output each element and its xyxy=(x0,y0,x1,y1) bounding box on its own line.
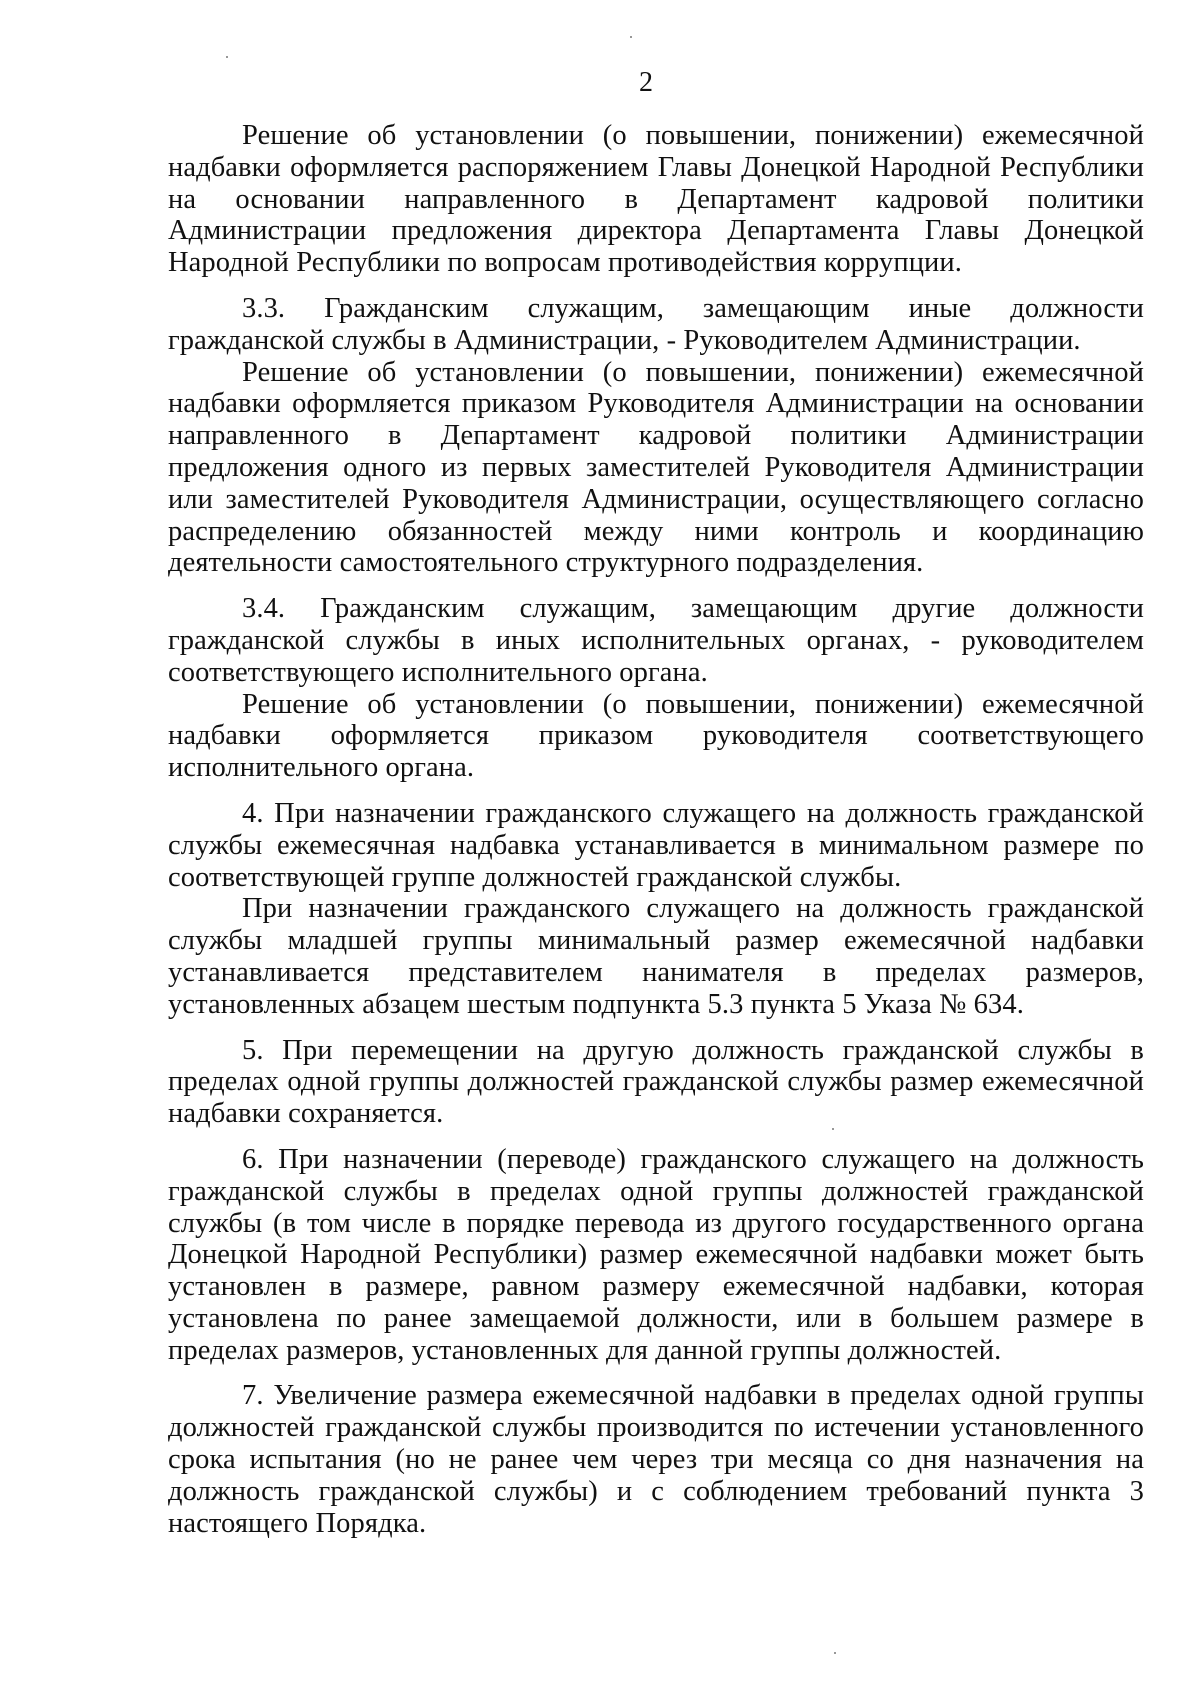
paragraph: 4. При назначении гражданского служащего на должность гражданской службы ежемесячная надбавка устанавливается в минимальном размере по соответствующей группе должностей гражданской службы. xyxy=(168,797,1144,893)
document-body xyxy=(168,120,1144,1539)
paragraph: Решение об установлении (о повышении, понижении) ежемесячной надбавки оформляется распоряжением Главы Донецкой Народной Республики на основании направленного в Департамент кадровой политики Администрации предложения директора Департамента Главы Донецкой Народной Республики по вопросам противодействия коррупции. xyxy=(168,120,1144,279)
paragraph: Решение об установлении (о повышении, понижении) ежемесячной надбавки оформляется приказом руководителя соответствующего исполнительного органа. xyxy=(168,688,1144,784)
scan-speck xyxy=(630,36,632,38)
page-number: 2 xyxy=(639,67,653,98)
paragraph: 7. Увеличение размера ежемесячной надбавки в пределах одной группы должностей гражданской службы производится по истечении установленного срока испытания (но не ранее чем через три месяца со дня назначения на должность гражданской службы) и с соблюдением требований пункта 3 настоящего Порядка. xyxy=(168,1380,1144,1539)
paragraph: При назначении гражданского служащего на должность гражданской службы младшей группы минимальный размер ежемесячной надбавки устанавливается представителем нанимателя в пределах размеров, установленных абзацем шестым подпункта 5.3 пункта 5 Указа № 634. xyxy=(168,893,1144,1020)
paragraph: 6. При назначении (переводе) гражданского служащего на должность гражданской службы в пределах одной группы должностей гражданской службы (в том числе в порядке перевода из другого государственного органа Донецкой Народной Республики) размер ежемесячной надбавки может быть установлен в размере, равном размеру ежемесячной надбавки, которая установлена по ранее замещаемой должности, или в большем размере в пределах размеров, установленных для данной группы должностей. xyxy=(168,1143,1144,1366)
paragraph: 3.4. Гражданским служащим, замещающим другие должности гражданской службы в иных исполнительных органах, - руководителем соответствующего исполнительного органа. xyxy=(168,593,1144,688)
paragraph: 3.3. Гражданским служащим, замещающим иные должности гражданской службы в Администрации, - Руководителем Администрации. xyxy=(168,292,1144,356)
scan-speck xyxy=(834,1652,836,1654)
paragraph: 5. При перемещении на другую должность гражданской службы в пределах одной группы должностей гражданской службы размер ежемесячной надбавки сохраняется. xyxy=(168,1034,1144,1130)
paragraph: Решение об установлении (о повышении, понижении) ежемесячной надбавки оформляется приказом Руководителя Администрации на основании направленного в Департамент кадровой политики Администрации предложения одного из первых заместителей Руководителя Администрации или заместителей Руководителя Администрации, осуществляющего согласно распределению обязанностей между ними контроль и координацию деятельности самостоятельного структурного подразделения. xyxy=(168,356,1144,579)
scan-speck xyxy=(226,56,228,58)
